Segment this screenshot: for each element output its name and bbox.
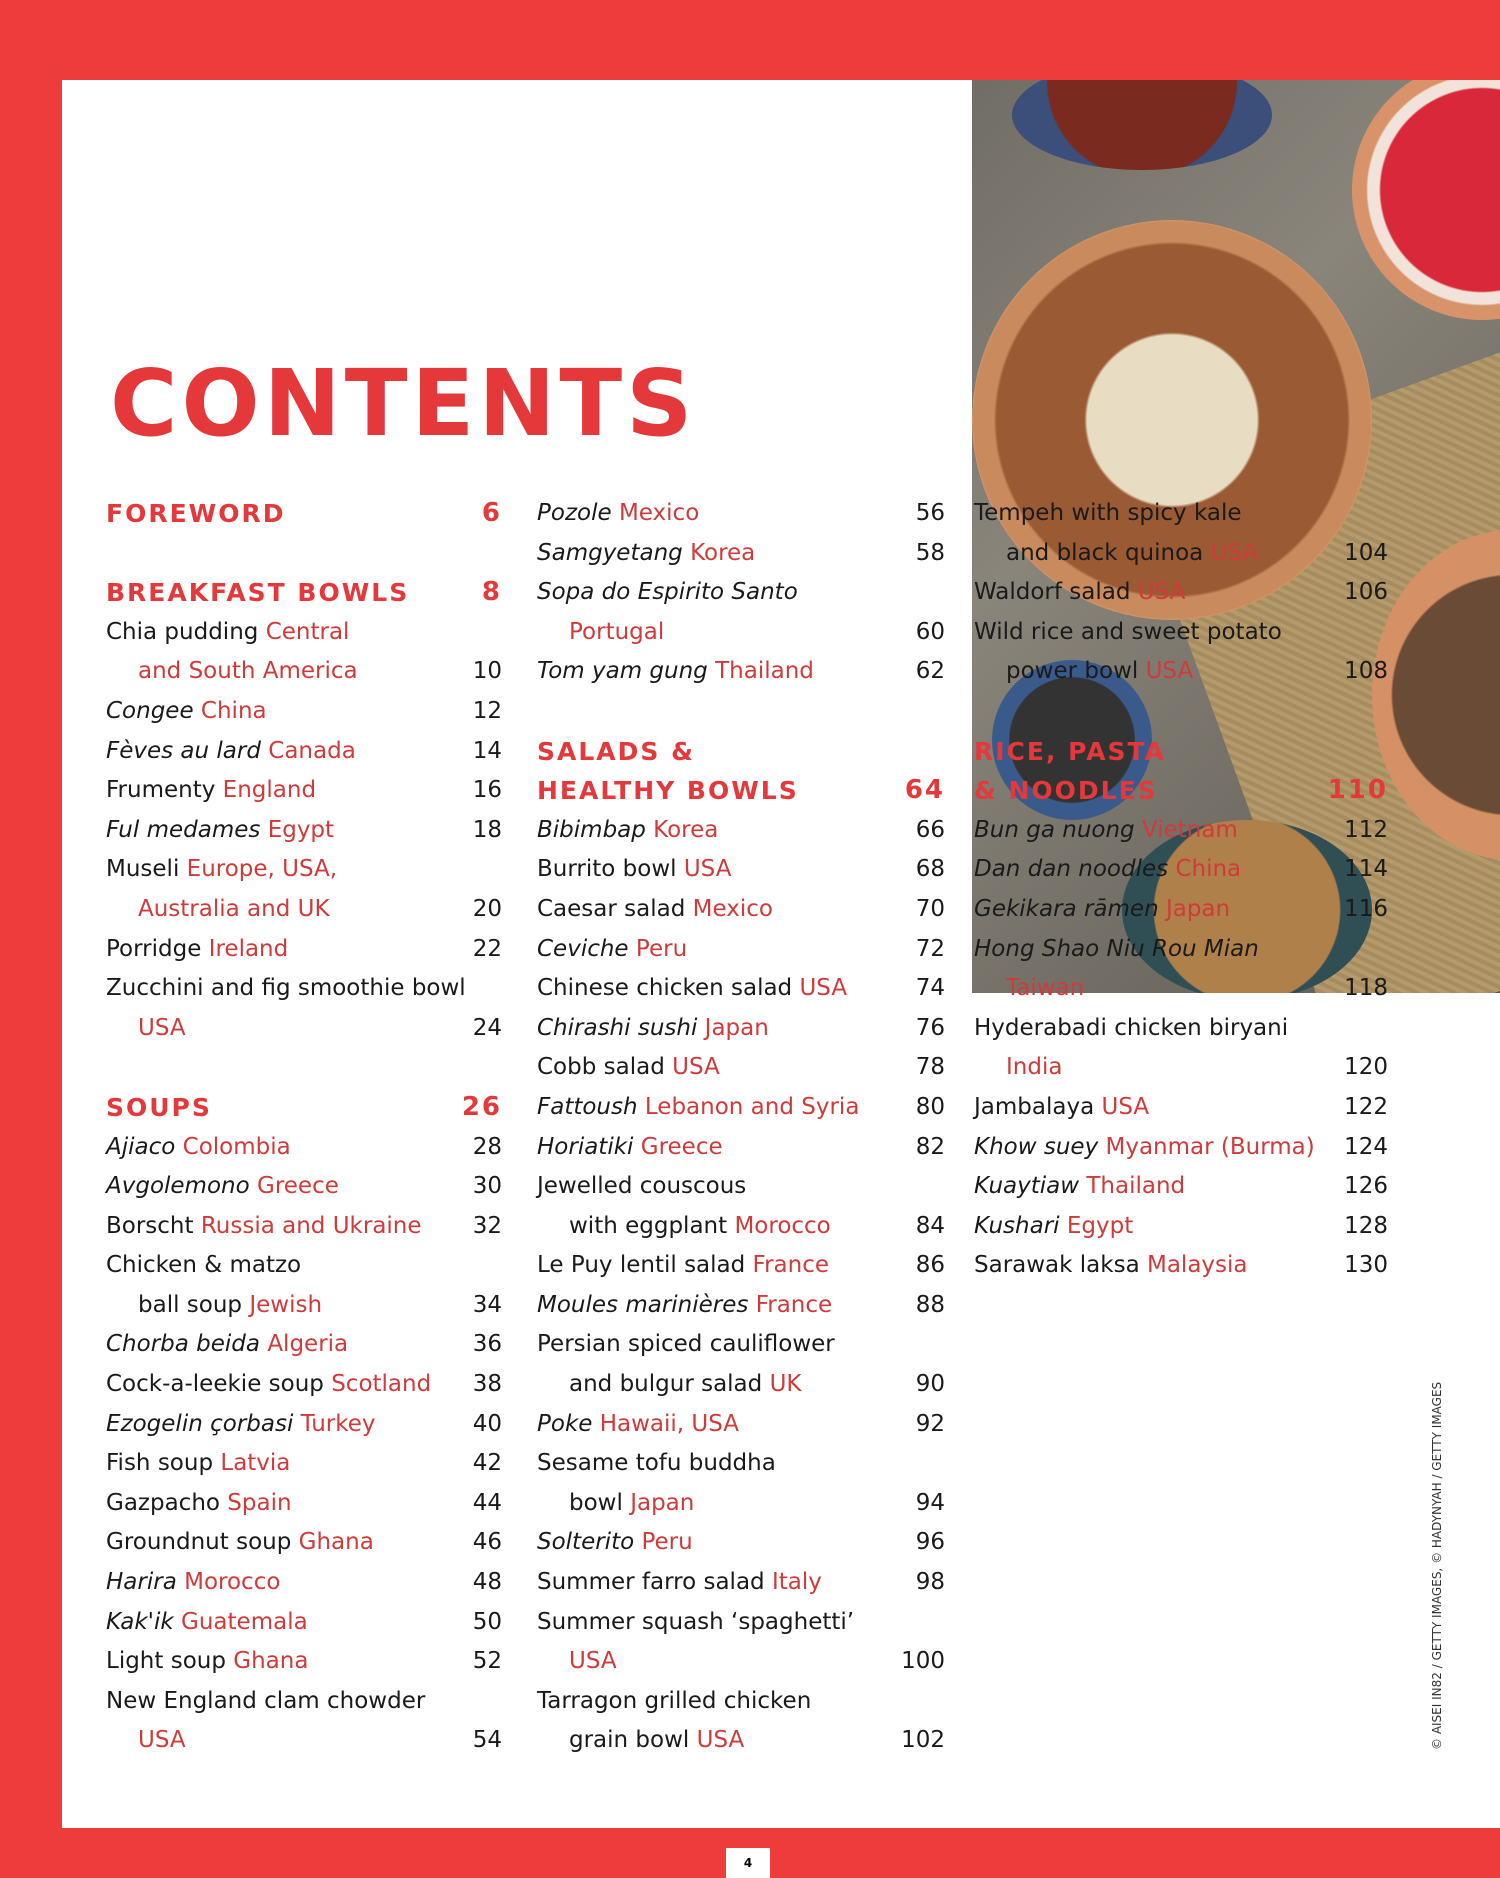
entry-page-number: 30 (472, 1173, 502, 1200)
country-name: Canada (268, 737, 356, 764)
country-name: Morocco (184, 1569, 281, 1596)
toc-entry (537, 652, 945, 692)
section-title: FOREWORD (106, 499, 286, 528)
dish-name: Ajiaco (106, 1133, 176, 1160)
entry-page-number: 98 (915, 1569, 945, 1596)
toc-entry (974, 1009, 1388, 1049)
toc-entry (537, 1246, 945, 1286)
spacer (974, 692, 1388, 732)
dish-name: Zucchini and fig smoothie bowl (106, 975, 466, 1002)
entry-page-number: 126 (1344, 1173, 1388, 1200)
entry-page-number: 70 (915, 895, 945, 922)
country-name: USA (138, 1014, 186, 1041)
entry-page-number: 18 (472, 816, 502, 843)
entry-page-number: 66 (915, 816, 945, 843)
entry-page-number: 24 (472, 1014, 502, 1041)
country-name: Taiwan (1006, 975, 1085, 1002)
country-name: Mexico (618, 500, 700, 526)
country-name: Italy (771, 1569, 822, 1596)
country-name: India (1006, 1054, 1063, 1081)
dish-name: Porridge (106, 935, 202, 962)
toc-entry (537, 534, 945, 574)
dish-name: Chorba beida (106, 1331, 261, 1358)
toc-entry (537, 890, 945, 930)
entry-page-number: 44 (472, 1489, 502, 1516)
dish-name: Chia pudding (106, 618, 259, 645)
toc-column-3 (974, 494, 1388, 1286)
dish-name: Tarragon grilled chicken (537, 1687, 812, 1714)
dish-name: Kushari (974, 1212, 1060, 1239)
toc-entry (106, 1167, 502, 1207)
toc-entry (106, 969, 502, 1009)
section-title: SOUPS (106, 1092, 212, 1122)
country-name: Australia and UK (138, 895, 330, 922)
dish-name: Ezogelin çorbasi (106, 1410, 294, 1437)
country-name: Egypt (267, 816, 335, 843)
dish-name: Solterito (537, 1529, 635, 1556)
toc-entry (537, 613, 945, 653)
country-name: France (752, 1252, 830, 1279)
country-name: Jewish (249, 1291, 323, 1318)
photo-credit: © AISEI IN82 / GETTY IMAGES, © HADYNYAH / GETTY IMAGES (1430, 1381, 1444, 1750)
toc-entry (106, 1128, 502, 1168)
dish-name: and black quinoa (1006, 539, 1204, 566)
goji-bowl (1012, 80, 1272, 170)
toc-entry (106, 1563, 502, 1603)
toc-entry (537, 1325, 945, 1365)
toc-entry (537, 850, 945, 890)
country-name: Lebanon and Syria (644, 1093, 860, 1120)
country-name: Greece (640, 1133, 723, 1160)
entry-page-number: 94 (915, 1489, 945, 1516)
section-title: BREAKFAST BOWLS (106, 578, 410, 608)
page (62, 80, 1500, 1828)
dish-name: Horiatiki (537, 1133, 634, 1160)
section-heading (106, 573, 502, 613)
toc-entry (106, 1286, 502, 1326)
toc-entry (106, 1682, 502, 1722)
country-name: Korea (653, 816, 719, 843)
country-name: China (200, 697, 267, 724)
dish-name: Moules marinières (537, 1291, 749, 1318)
entry-page-number: 38 (472, 1371, 502, 1398)
toc-entry (106, 1009, 502, 1049)
dish-name: Congee (106, 697, 194, 724)
entry-page-number: 32 (472, 1212, 502, 1239)
toc-entry (106, 1603, 502, 1643)
country-name: Thailand (715, 658, 814, 685)
dish-name: Poke (537, 1410, 593, 1437)
toc-entry (106, 1721, 502, 1761)
toc-entry (537, 573, 945, 613)
entry-page-number: 90 (915, 1371, 945, 1398)
country-name: USA (672, 1054, 720, 1081)
dish-name: Gekikara rāmen (974, 895, 1159, 922)
toc-entry (106, 1405, 502, 1445)
dish-name: power bowl (1006, 658, 1139, 685)
entry-page-number: 116 (1344, 895, 1388, 922)
country-name: USA (1210, 539, 1259, 566)
toc-entry (537, 1405, 945, 1445)
dish-name: Samgyetang (537, 539, 683, 566)
entry-page-number: 52 (472, 1648, 502, 1675)
dish-name: Persian spiced cauliflower (537, 1331, 835, 1358)
entry-page-number: 96 (915, 1529, 945, 1556)
entry-page-number: 10 (472, 658, 502, 685)
dish-name: Tom yam gung (537, 658, 708, 685)
country-name: Ireland (208, 935, 289, 962)
country-name: Japan (630, 1489, 695, 1516)
toc-entry (106, 1484, 502, 1524)
dish-name: Sarawak laksa (974, 1252, 1140, 1279)
entry-page-number: 34 (472, 1291, 502, 1318)
dish-name: Kak'ik (106, 1608, 174, 1635)
entry-page-number: 130 (1344, 1252, 1388, 1279)
country-name: Russia and Ukraine (200, 1212, 422, 1239)
dish-name: Cock-a-leekie soup (106, 1371, 324, 1398)
toc-entry (537, 1365, 945, 1405)
toc-entry (537, 1484, 945, 1524)
toc-entry (974, 1128, 1388, 1168)
country-name: and South America (138, 658, 358, 685)
toc-entry (537, 1207, 945, 1247)
dish-name: Avgolemono (106, 1173, 250, 1200)
entry-page-number: 82 (915, 1133, 945, 1160)
dish-name: Museli (106, 856, 180, 883)
country-name: USA (696, 1727, 745, 1754)
toc-entry (106, 732, 502, 772)
berry-bowl (1352, 80, 1500, 320)
country-name: Thailand (1086, 1173, 1186, 1200)
entry-page-number: 74 (915, 975, 945, 1002)
country-name: USA (1145, 658, 1194, 685)
toc-entry (537, 1682, 945, 1722)
dish-name: Summer squash ‘spaghetti’ (537, 1608, 855, 1635)
dish-name: Ceviche (537, 935, 629, 962)
country-name: Hawaii, USA (599, 1410, 740, 1437)
entry-page-number: 102 (901, 1727, 945, 1754)
spacer (537, 692, 945, 732)
dish-name: Groundnut soup (106, 1529, 292, 1556)
entry-page-number: 84 (915, 1212, 945, 1239)
section-title: HEALTHY BOWLS (537, 776, 799, 806)
entry-page-number: 28 (472, 1133, 502, 1160)
entry-page-number: 46 (472, 1529, 502, 1556)
toc-entry (537, 1128, 945, 1168)
country-name: USA (1101, 1093, 1150, 1120)
dish-name: Pozole (537, 500, 612, 526)
toc-entry (537, 1523, 945, 1563)
dish-name: bowl (569, 1489, 623, 1516)
toc-entry (974, 1246, 1388, 1286)
country-name: Malaysia (1146, 1252, 1248, 1279)
dish-name: Sesame tofu buddha (537, 1450, 776, 1477)
entry-page-number: 104 (1344, 539, 1388, 566)
dish-name: Burrito bowl (537, 856, 677, 883)
country-name: England (222, 777, 317, 804)
spacer (106, 1048, 502, 1088)
country-name: Europe, USA, (186, 856, 338, 883)
country-name: USA (138, 1727, 186, 1754)
toc-entry (537, 1603, 945, 1643)
entry-page-number: 12 (472, 697, 502, 724)
toc-entry (974, 850, 1388, 890)
section-title: RICE, PASTA (974, 736, 1167, 766)
toc-entry (537, 1167, 945, 1207)
page-title: CONTENTS (110, 350, 697, 457)
entry-page-number: 20 (472, 895, 502, 922)
dish-name: Bun ga nuong (974, 816, 1135, 843)
toc-entry (106, 1523, 502, 1563)
entry-page-number: 16 (472, 777, 502, 804)
dish-name: Dan dan noodles (974, 856, 1169, 883)
toc-entry (106, 1444, 502, 1484)
toc-entry (974, 1088, 1388, 1128)
toc-entry (537, 1563, 945, 1603)
dish-name: with eggplant (569, 1212, 728, 1239)
entry-page-number: 54 (472, 1727, 502, 1754)
country-name: Turkey (300, 1410, 376, 1437)
toc-entry (974, 652, 1388, 692)
section-heading (106, 1088, 502, 1128)
country-name: USA (683, 856, 732, 883)
dish-name: Frumenty (106, 777, 216, 804)
entry-page-number: 42 (472, 1450, 502, 1477)
entry-page-number: 100 (901, 1648, 945, 1675)
dish-name: Hyderabadi chicken biryani (974, 1014, 1289, 1041)
entry-page-number: 122 (1344, 1093, 1388, 1120)
dish-name: Chicken & matzo (106, 1252, 302, 1279)
toc-entry (974, 1048, 1388, 1088)
section-heading (537, 771, 945, 811)
section-page-number: 64 (904, 775, 945, 806)
toc-column-1 (106, 494, 502, 1761)
country-name: Portugal (569, 618, 665, 645)
section-title: & NOODLES (974, 776, 1158, 806)
toc-entry (106, 613, 502, 653)
entry-page-number: 80 (915, 1093, 945, 1120)
entry-page-number: 86 (915, 1252, 945, 1279)
entry-page-number: 72 (915, 935, 945, 962)
country-name: USA (1137, 579, 1186, 606)
toc-entry (974, 890, 1388, 930)
spacer (106, 534, 502, 574)
entry-page-number: 22 (472, 935, 502, 962)
toc-entry (106, 1365, 502, 1405)
entry-page-number: 60 (915, 618, 945, 645)
toc-entry (537, 1009, 945, 1049)
country-name: Japan (1165, 895, 1231, 922)
toc-entry (106, 850, 502, 890)
dish-name: Sopa do Espirito Santo (537, 579, 798, 606)
entry-page-number: 120 (1344, 1054, 1388, 1081)
toc-entry (106, 652, 502, 692)
dish-name: ball soup (138, 1291, 243, 1318)
country-name: Colombia (182, 1133, 291, 1160)
dish-name: Hong Shao Niu Rou Mian (974, 935, 1259, 962)
section-page-number: 6 (481, 498, 502, 528)
country-name: France (755, 1291, 833, 1318)
toc-entry (537, 494, 945, 534)
dish-name: Borscht (106, 1212, 194, 1239)
section-heading (974, 771, 1388, 811)
dish-name: Cobb salad (537, 1054, 665, 1081)
dish-name: Le Puy lentil salad (537, 1252, 746, 1279)
country-name: Ghana (298, 1529, 374, 1556)
dish-name: Chinese chicken salad (537, 975, 793, 1002)
country-name: Guatemala (181, 1608, 308, 1635)
section-heading (974, 732, 1388, 772)
country-name: Algeria (267, 1331, 349, 1358)
dish-name: and bulgur salad (569, 1371, 763, 1398)
dish-name: Summer farro salad (537, 1569, 765, 1596)
toc-entry (974, 534, 1388, 574)
entry-page-number: 92 (915, 1410, 945, 1437)
dish-name: Light soup (106, 1648, 226, 1675)
entry-page-number: 128 (1344, 1212, 1388, 1239)
country-name: Peru (641, 1529, 693, 1556)
entry-page-number: 48 (472, 1569, 502, 1596)
page-number: 4 (726, 1848, 770, 1878)
toc-column-2 (537, 494, 945, 1761)
country-name: Japan (704, 1014, 769, 1041)
country-name: Latvia (220, 1450, 291, 1477)
entry-page-number: 56 (915, 500, 945, 526)
entry-page-number: 62 (915, 658, 945, 685)
toc-entry (974, 494, 1388, 534)
toc-entry (974, 1167, 1388, 1207)
section-page-number: 8 (481, 577, 502, 608)
toc-entry (106, 1246, 502, 1286)
country-name: Mexico (692, 895, 773, 922)
entry-page-number: 124 (1344, 1133, 1388, 1160)
country-name: Scotland (331, 1371, 432, 1398)
toc-entry (106, 811, 502, 851)
toc-entry (537, 1088, 945, 1128)
toc-entry (106, 1642, 502, 1682)
toc-entry (537, 811, 945, 851)
toc-entry (974, 930, 1388, 970)
toc-entry (974, 969, 1388, 1009)
toc-entry (537, 1721, 945, 1761)
dish-name: Harira (106, 1569, 177, 1596)
dish-name: Jambalaya (974, 1093, 1095, 1120)
entry-page-number: 88 (915, 1291, 945, 1318)
country-name: Egypt (1066, 1212, 1134, 1239)
dish-name: Bibimbap (537, 816, 646, 843)
toc-entry (106, 771, 502, 811)
entry-page-number: 118 (1344, 975, 1388, 1002)
toc-entry (106, 692, 502, 732)
entry-page-number: 78 (915, 1054, 945, 1081)
dish-name: Fish soup (106, 1450, 214, 1477)
entry-page-number: 76 (915, 1014, 945, 1041)
entry-page-number: 40 (472, 1410, 502, 1437)
entry-page-number: 36 (472, 1331, 502, 1358)
toc-entry (537, 930, 945, 970)
entry-page-number: 68 (915, 856, 945, 883)
entry-page-number: 14 (472, 737, 502, 764)
dish-name: Wild rice and sweet potato (974, 618, 1282, 645)
toc-entry (106, 1325, 502, 1365)
entry-page-number: 106 (1344, 579, 1388, 606)
dish-name: Khow suey (974, 1133, 1099, 1160)
entry-page-number: 108 (1344, 658, 1388, 685)
toc-entry (537, 1286, 945, 1326)
dish-name: Kuaytiaw (974, 1173, 1080, 1200)
toc-entry (106, 930, 502, 970)
dish-name: Fèves au lard (106, 737, 261, 764)
section-heading (537, 732, 945, 772)
toc-entry (974, 811, 1388, 851)
toc-entry (974, 1207, 1388, 1247)
country-name: Korea (690, 539, 756, 566)
country-name: USA (799, 975, 848, 1002)
dish-name: Waldorf salad (974, 579, 1131, 606)
toc-entry (537, 1048, 945, 1088)
toc-entry (106, 890, 502, 930)
entry-page-number: 58 (915, 539, 945, 566)
toc-entry (537, 969, 945, 1009)
toc-entry (537, 1444, 945, 1484)
section-heading (106, 494, 502, 534)
country-name: China (1175, 856, 1242, 883)
dish-name: Tempeh with spicy kale (974, 500, 1242, 526)
country-name: Central (265, 618, 350, 645)
country-name: Peru (635, 935, 688, 962)
toc-entry (106, 1207, 502, 1247)
dish-name: Ful medames (106, 816, 261, 843)
country-name: UK (769, 1371, 802, 1398)
country-name: Spain (227, 1489, 292, 1516)
dish-name: grain bowl (569, 1727, 690, 1754)
toc-entry (537, 1642, 945, 1682)
dish-name: Caesar salad (537, 895, 686, 922)
entry-page-number: 112 (1344, 816, 1388, 843)
entry-page-number: 114 (1344, 856, 1388, 883)
dish-name: Jewelled couscous (537, 1173, 747, 1200)
country-name: USA (569, 1648, 617, 1675)
dish-name: Chirashi sushi (537, 1014, 698, 1041)
dish-name: New England clam chowder (106, 1687, 426, 1714)
section-page-number: 26 (461, 1091, 502, 1122)
toc-entry (974, 613, 1388, 653)
entry-page-number: 50 (472, 1608, 502, 1635)
country-name: Morocco (734, 1212, 831, 1239)
dish-name: Fattoush (537, 1093, 638, 1120)
country-name: Ghana (233, 1648, 309, 1675)
country-name: Greece (257, 1173, 339, 1200)
toc-entry (974, 573, 1388, 613)
country-name: Myanmar (Burma) (1105, 1133, 1315, 1160)
dish-name: Gazpacho (106, 1489, 220, 1516)
section-page-number: 110 (1327, 775, 1388, 806)
country-name: Vietnam (1141, 816, 1238, 843)
section-title: SALADS & (537, 736, 695, 766)
